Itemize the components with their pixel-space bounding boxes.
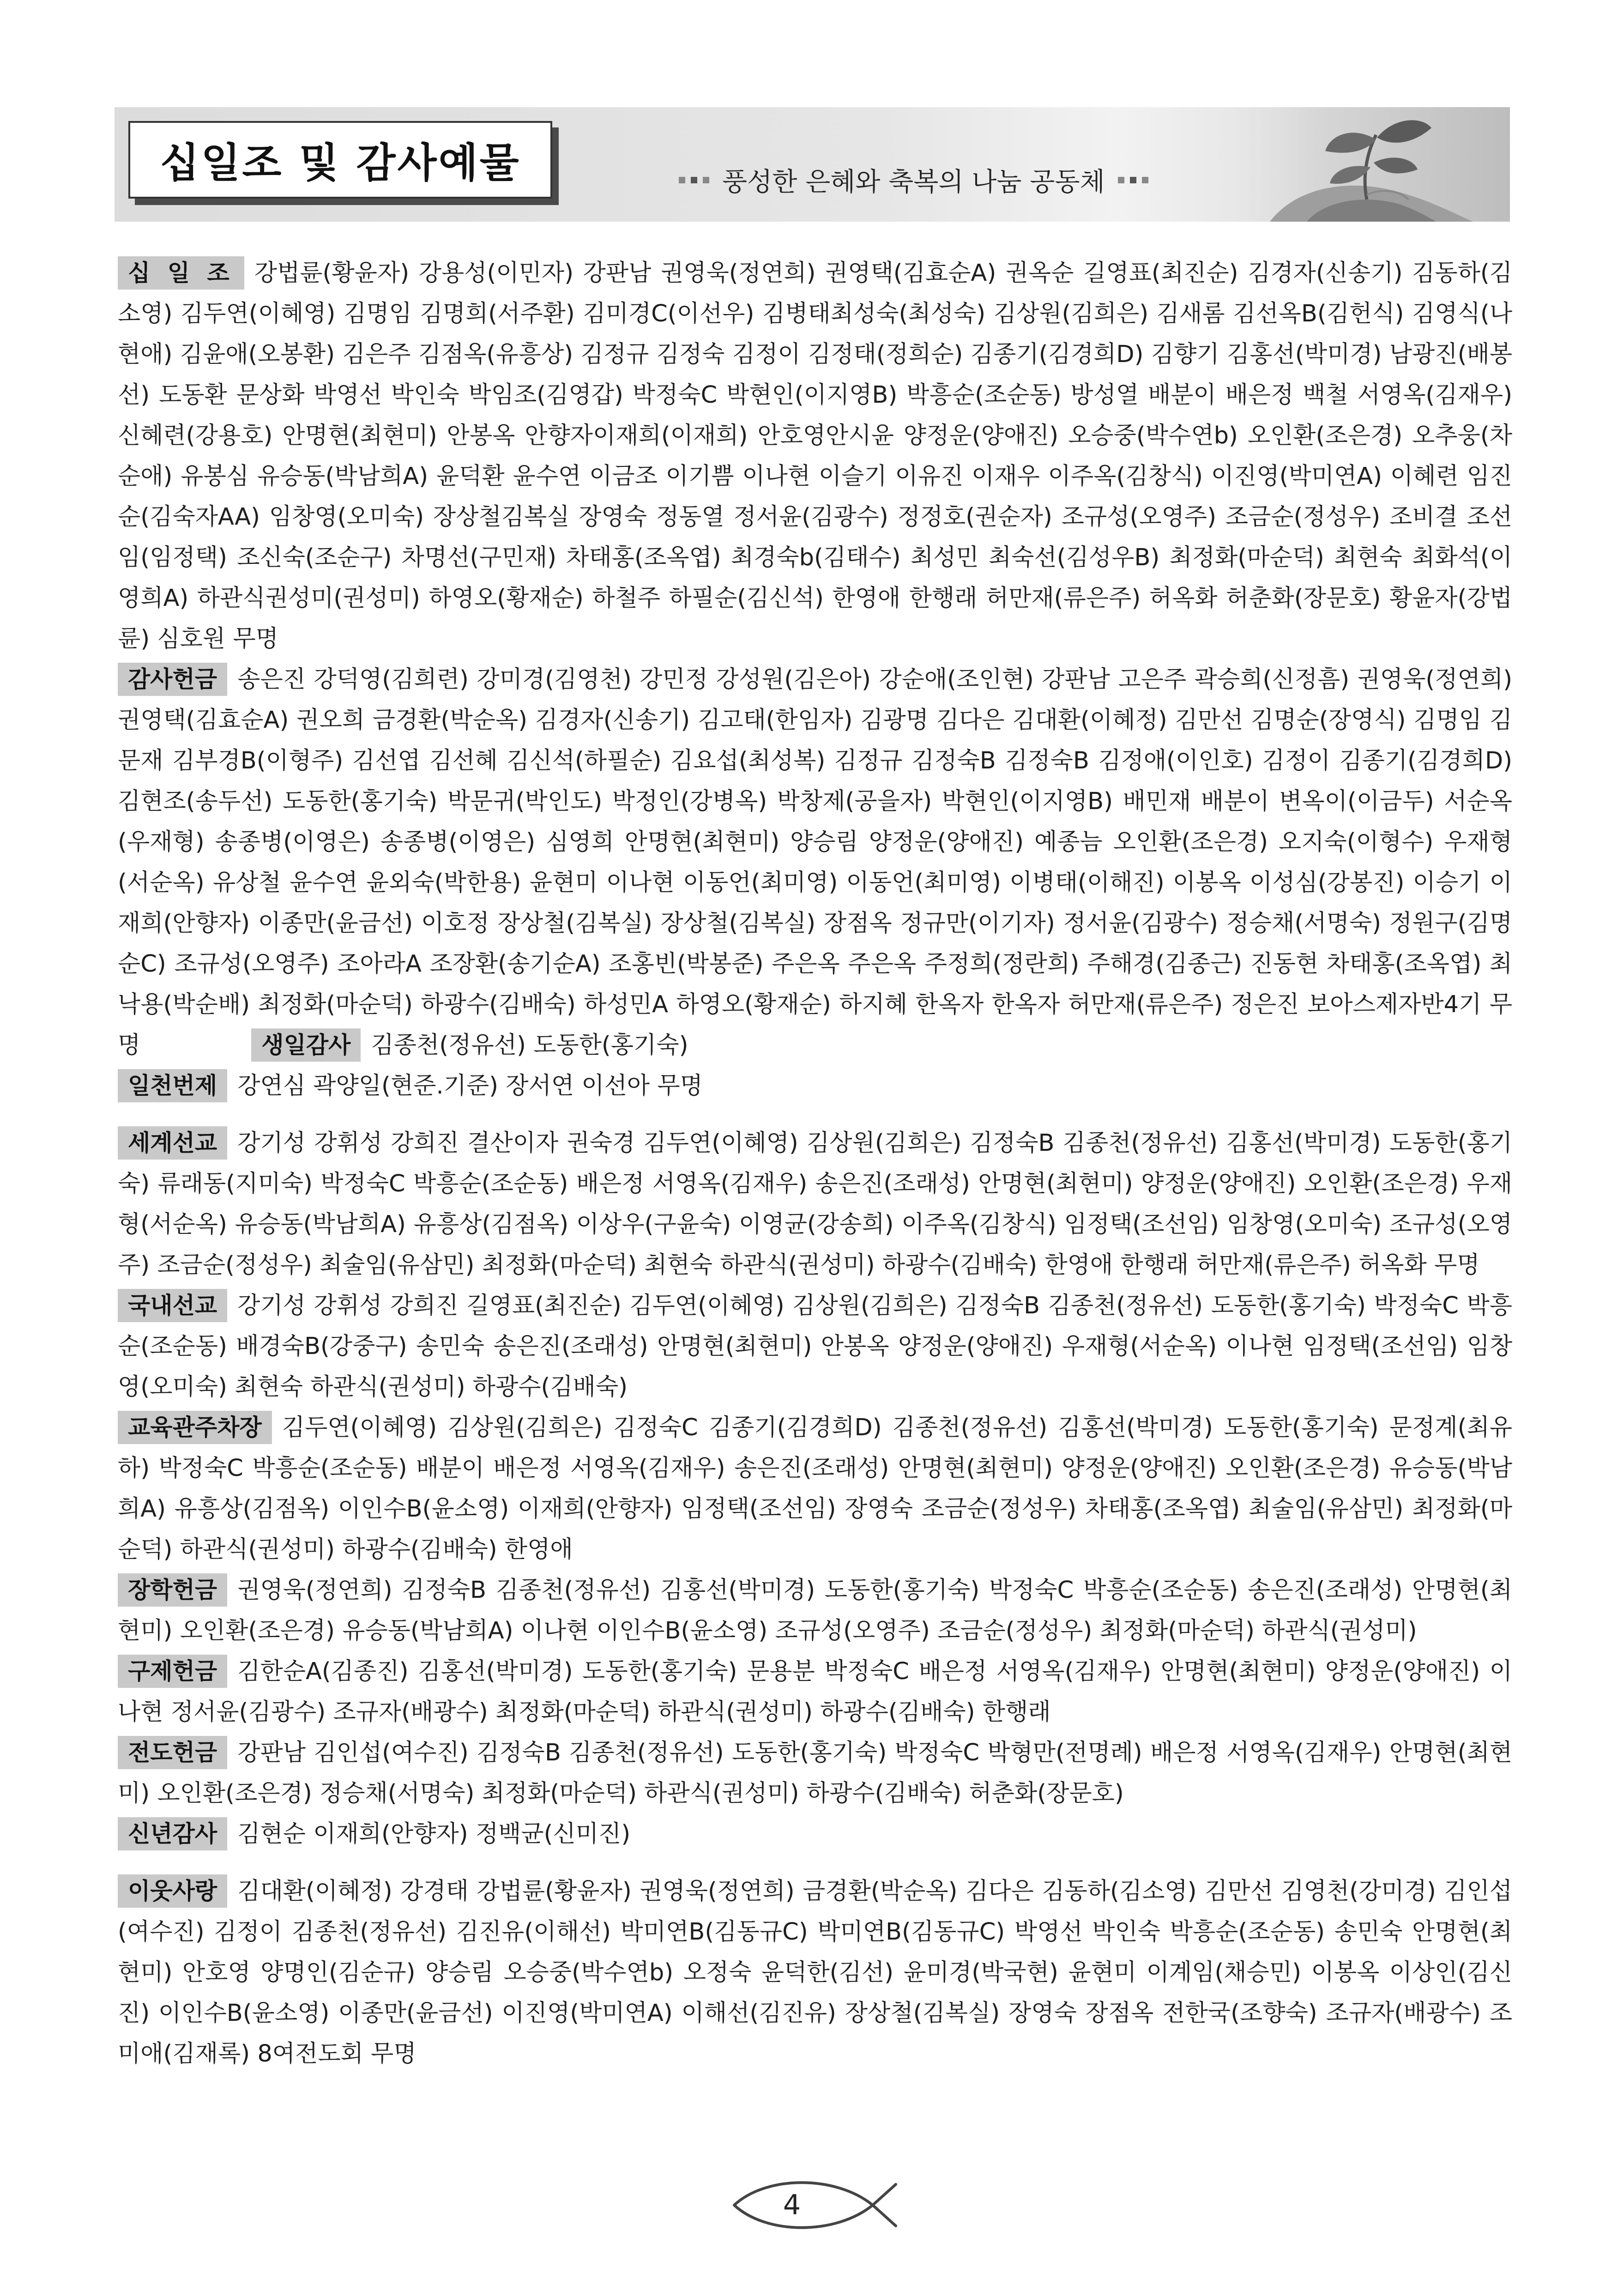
section-text-neighbor-love: 김대환(이혜정) 강경태 강법륜(황윤자) 권영욱(정연희) 금경환(박순옥) 김다은 김동하(김소영) 김만선 김영천(강미경) 김인섭(여수진) 김정이 김종천(정유선) 김진유(이해선) 박미연B(김동규C) 박미연B(김동규C) 박영선 박인숙 박흥순(조순동) 송민숙 안명현(최현미) 안호영 양명인(김순규) 양승림 오승중(박수연b) 오정숙 윤덕한(김선) 윤미경(박국현) 윤현미 이계임(채승민) 이봉옥 이상인(김신진) 이인수B(윤소영) 이종만(윤금선) 이진영(박미연A) 이해선(김진유) 장상철(김복실) 장영숙 장점옥 전한국(조향숙) 조규자(배광수) 조미애(김재록) 8여전도회 무명: [118, 1878, 1512, 2067]
section-label-domestic-mission: 국내선교: [118, 1289, 227, 1322]
section-label-neighbor-love: 이웃사랑: [118, 1874, 227, 1908]
section-new-year: [118, 1814, 1512, 1855]
section-text-domestic-mission: 강기성 강휘성 강희진 길영표(최진순) 김두연(이혜영) 김상원(김희은) 김정숙B 김종천(정유선) 도동한(홍기숙) 박정숙C 박흥순(조순동) 배경숙B(강중구) 송민숙 송은진(조래성) 안명현(최현미) 안봉옥 양정운(양애진) 우재형(서순옥) 이나현 임정택(조선임) 임창영(오미숙) 최현숙 하관식(권성미) 하광수(김배숙): [118, 1292, 1512, 1401]
section-label-thanks: 감사헌금: [118, 663, 227, 696]
section-tithe: [118, 253, 1512, 659]
section-label-evangelism: 전도헌금: [118, 1736, 227, 1769]
section-relief: [118, 1651, 1512, 1733]
section-label-tithe: 십 일 조: [118, 256, 244, 290]
section-text-scholarship: 권영욱(정연희) 김정숙B 김종천(정유선) 김홍선(박미경) 도동한(홍기숙) 박정숙C 박흥순(조순동) 송은진(조래성) 안명현(최현미) 오인환(조은경) 유승동(박남희A) 이나현 이인수B(윤소영) 조규성(오영주) 조금순(정성우) 최정화(마순덕) 하관식(권성미): [118, 1577, 1512, 1644]
section-text-daily: 강연심 곽양일(현준.기준) 장서연 이선아 무명: [237, 1072, 703, 1100]
page-footer: [725, 2170, 900, 2240]
right-dots-ornament: [1118, 177, 1148, 183]
section-daily: [118, 1066, 1512, 1106]
section-world-mission: [118, 1123, 1512, 1286]
section-text-evangelism: 강판남 김인섭(여수진) 김정숙B 김종천(정유선) 도동한(홍기숙) 박정숙C 박형만(전명례) 배은정 서영옥(김재우) 안명현(최현미) 오인환(조은경) 정승채(서명숙) 최정화(마순덕) 하관식(권성미) 하광수(김배숙) 허춘화(장문호): [118, 1739, 1512, 1807]
page-title-box: [128, 121, 552, 199]
offering-list: [118, 253, 1512, 2074]
plant-illustration: [1214, 107, 1510, 222]
left-dots-ornament: [679, 177, 709, 183]
page-subtitle: 풍성한 은혜와 축복의 나눔 공동체: [722, 167, 1105, 197]
section-text-tithe: 강법륜(황윤자) 강용성(이민자) 강판남 권영욱(정연희) 권영택(김효순A) 권옥순 길영표(최진순) 김경자(신송기) 김동하(김소영) 김두연(이혜영) 김명임 김명희(서주환) 김미경C(이선우) 김병태최성숙(최성숙) 김상원(김희은) 김새롬 김선옥B(김헌식) 김영식(나현애) 김윤애(오봉환) 김은주 김점옥(유흥상) 김정규 김정숙 김정이 김정태(정희순) 김종기(김경희D) 김향기 김홍선(박미경) 남광진(배봉선) 도동환 문상화 박영선 박인숙 박임조(김영갑) 박정숙C 박현인(이지영B) 박흥순(조순동) 방성열 배분이 배은정 백철 서영옥(김재우) 신혜련(강용호) 안명현(최현미) 안봉옥 안향자이재희(이재희) 안호영안시윤 양정운(양애진) 오승중(박수연b) 오인환(조은경) 오추웅(차순애) 유봉심 유승동(박남희A) 윤덕환 윤수연 이금조 이기쁨 이나현 이슬기 이유진 이재우 이주옥(김창식) 이진영(박미연A) 이혜련 임진순(김숙자AA) 임창영(오미숙) 장상철김복실 장영숙 정동열 정서윤(김광수) 정정호(권순자) 조규성(오영주) 조금순(정성우) 조비결 조선임(임정택) 조신숙(조순구) 차명선(구민재) 차태홍(조옥엽) 최경숙b(김태수) 최성민 최숙선(김성우B) 최정화(마순덕) 최현숙 최화석(이영희A) 하관식권성미(권성미) 하영오(황재순) 하철주 하필순(김신석) 한영애 한행래 허만재(류은주) 허옥화 허춘화(장문호) 황윤자(강법륜) 심호원 무명: [118, 260, 1512, 653]
section-thanks: [118, 659, 1512, 1066]
section-text-thanks: 송은진 강덕영(김희련) 강미경(김영천) 강민정 강성원(김은아) 강순애(조인현) 강판남 고은주 곽승희(신정흠) 권영욱(정연희) 권영택(김효순A) 권오희 금경환(박순옥) 김경자(신송기) 김고태(한임자) 김광명 김다은 김대환(이혜정) 김만선 김명순(장영식) 김명임 김문재 김부경B(이형주) 김선엽 김선혜 김신석(하필순) 김요섭(최성복) 김정규 김정숙B 김정숙B 김정애(이인호) 김정이 김종기(김경희D) 김현조(송두선) 도동한(홍기숙) 박문귀(박인도) 박정인(강병옥) 박창제(공을자) 박현인(이지영B) 배민재 배분이 변옥이(이금두) 서순옥(우재형) 송종병(이영은) 송종병(이영은) 심영희 안명현(최현미) 양승림 양정운(양애진) 예종늠 오인환(조은경) 오지숙(이형수) 우재형(서순옥) 유상철 윤수연 윤외숙(박한용) 윤현미 이나현 이동언(최미영) 이동언(최미영) 이병태(이해진) 이봉옥 이성심(강봉진) 이승기 이재희(안향자) 이종만(윤금선) 이호정 장상철(김복실) 장상철(김복실) 장점옥 정규만(이기자) 정서윤(김광수) 정승채(서명숙) 정원구(김명순C) 조규성(오영주) 조아라A 조장환(송기순A) 조홍빈(박봉준) 주은옥 주은옥 주정희(정란희) 주해경(김종근) 진동현 차태홍(조옥엽) 최낙용(박순배) 최정화(마순덕) 하광수(김배숙) 하성민A 하영오(황재순) 하지혜 한옥자 한옥자 허만재(류은주) 정은진 보아스제자반4기 무명: [118, 666, 1512, 1059]
section-label-world-mission: 세계선교: [118, 1126, 227, 1160]
page-title: 십일조 및 감사예물: [160, 139, 521, 187]
section-text-relief: 김한순A(김종진) 김홍선(박미경) 도동한(홍기숙) 문용분 박정숙C 배은정 서영옥(김재우) 안명현(최현미) 양정운(양애진) 이나현 정서윤(김광수) 조규자(배광수) 최정화(마순덕) 하관식(권성미) 하광수(김배숙) 한행래: [118, 1658, 1512, 1726]
subtitle-row: [679, 157, 1148, 203]
section-text-education-parking: 김두연(이혜영) 김상원(김희은) 김정숙C 김종기(김경희D) 김종천(정유선) 김홍선(박미경) 도동한(홍기숙) 문정계(최유하) 박정숙C 박흥순(조순동) 배분이 배은정 서영옥(김재우) 송은진(조래성) 안명현(최현미) 양정운(양애진) 오인환(조은경) 유승동(박남희A) 유흥상(김점옥) 이인수B(윤소영) 이재희(안향자) 임정택(조선임) 장영숙 조금순(정성우) 차태홍(조옥엽) 최술임(유삼민) 최정화(마순덕) 하관식(권성미) 하광수(김배숙) 한영애: [118, 1414, 1512, 1563]
section-neighbor-love: [118, 1871, 1512, 2074]
section-education-parking: [118, 1408, 1512, 1570]
section-label-education-parking: 교육관주차장: [118, 1411, 272, 1444]
section-label-daily: 일천번제: [118, 1069, 227, 1102]
section-domestic-mission: [118, 1286, 1512, 1408]
section-text-birthday: 김종천(정유선) 도동한(홍기숙): [371, 1032, 688, 1059]
section-label-scholarship: 장학헌금: [118, 1573, 227, 1607]
plant-hands-image: [1214, 107, 1510, 222]
section-label-birthday: 생일감사: [251, 1028, 361, 1062]
section-label-new-year: 신년감사: [118, 1817, 227, 1850]
section-scholarship: [118, 1570, 1512, 1651]
section-evangelism: [118, 1733, 1512, 1814]
section-label-relief: 구제헌금: [118, 1655, 227, 1688]
page-number: 4: [783, 2189, 801, 2221]
section-text-world-mission: 강기성 강휘성 강희진 결산이자 권숙경 김두연(이혜영) 김상원(김희은) 김정숙B 김종천(정유선) 김홍선(박미경) 도동한(홍기숙) 류래동(지미숙) 박정숙C 박흥순(조순동) 배은정 서영옥(김재우) 송은진(조래성) 안명현(최현미) 양정운(양애진) 오인환(조은경) 우재형(서순옥) 유승동(박남희A) 유흥상(김점옥) 이상우(구윤숙) 이영균(강송희) 이주옥(김창식) 임정택(조선임) 임창영(오미숙) 조규성(오영주) 조금순(정성우) 최술임(유삼민) 최정화(마순덕) 최현숙 하관식(권성미) 하광수(김배숙) 한영애 한행래 허만재(류은주) 허옥화 무명: [118, 1130, 1512, 1279]
section-text-new-year: 김현순 이재희(안향자) 정백균(신미진): [237, 1820, 631, 1848]
